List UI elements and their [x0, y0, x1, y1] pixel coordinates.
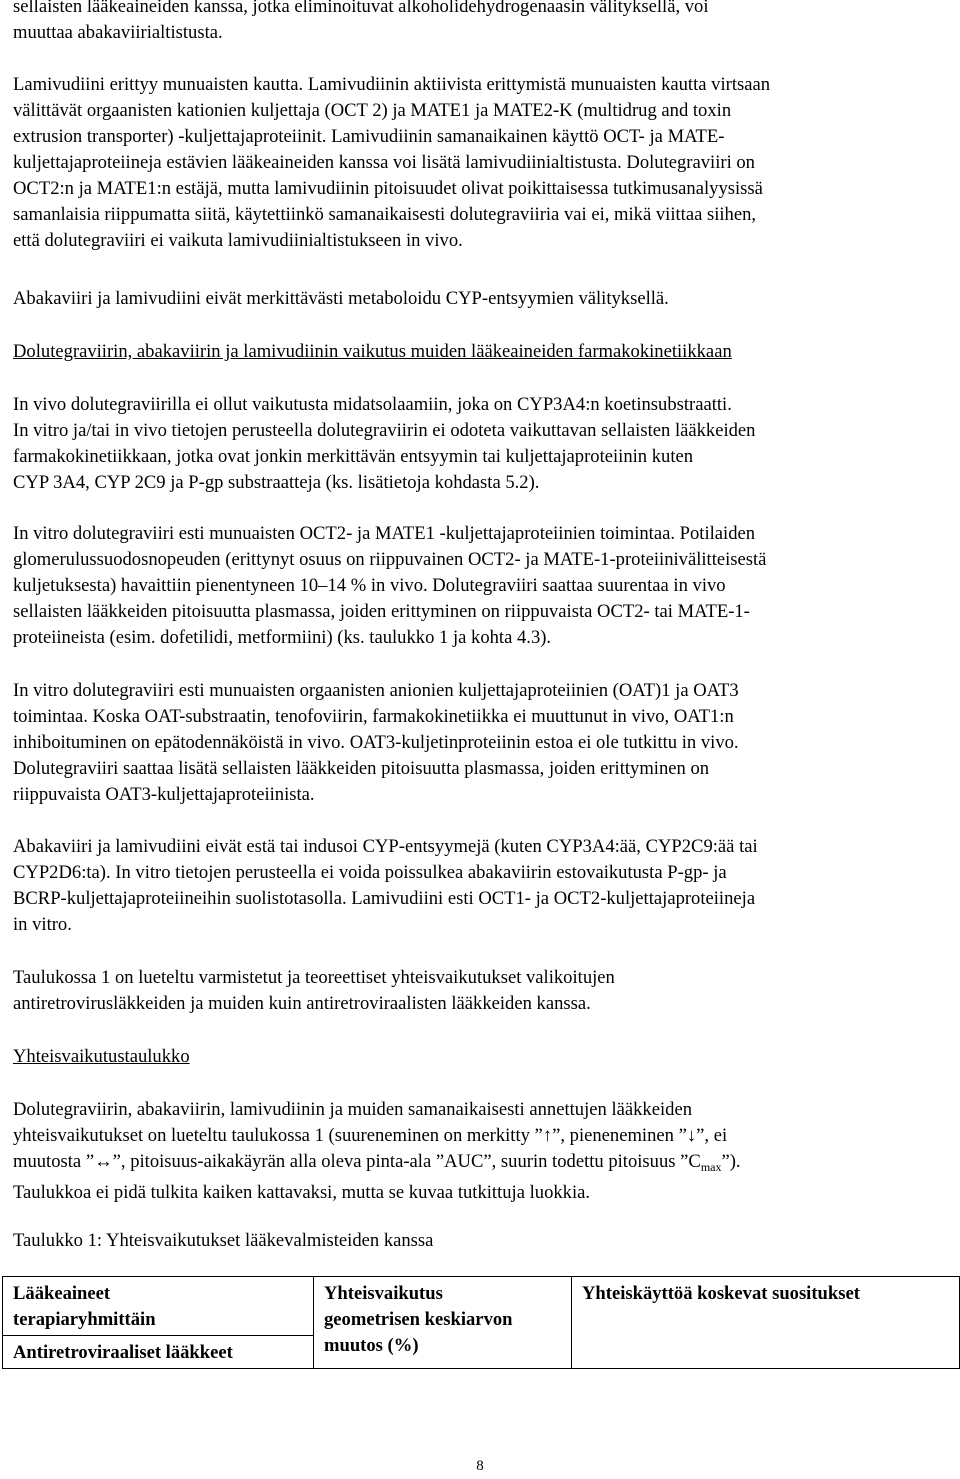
text-line: In vitro ja/tai in vivo tietojen perusteella dolutegraviirin ei odoteta vaikuttavan sellaisten lääkkeiden — [13, 420, 756, 441]
text-line: OCT2:n ja MATE1:n estäjä, mutta lamivudiinin pitoisuudet olivat poikittaisessa tutkimusanalyysissä — [13, 178, 763, 199]
text-line: sellaisten lääkkeiden pitoisuutta plasmassa, joiden erittyminen on riippuvaista OCT2- tai MATE-1- — [13, 601, 750, 622]
section-heading-table — [13, 1044, 922, 1070]
text-line: Abakaviiri ja lamivudiini eivät estä tai indusoi CYP-entsyymejä (kuten CYP3A4:ää, CYP2C9:ää tai — [13, 836, 758, 857]
text-line: Dolutegraviirin, abakaviirin, lamivudiinin ja muiden samanaikaisesti annettujen lääkkeiden — [13, 1099, 692, 1120]
text-line: sellaisten lääkeaineiden kanssa, jotka eliminoituvat alkoholidehydrogenaasin välityksellä, voi — [13, 0, 709, 17]
paragraph-in-vivo-midazolam — [13, 392, 922, 496]
paragraph-alcohol-dehydrogenase — [13, 0, 922, 46]
paragraph-cyp-metabolism — [13, 286, 922, 312]
header-cell-recommendations — [572, 1277, 960, 1369]
text-line: kuljettajaproteiineja estävien lääkeaineiden kanssa voi lisätä lamivudiinialtistusta. Dolutegraviiri on — [13, 152, 755, 173]
text-line: In vitro dolutegraviiri esti munuaisten orgaanisten anionien kuljettajaproteiinien (OAT)1 ja OAT3 — [13, 680, 739, 701]
text-line: samanlaisia riippumatta siitä, käytettiinkö samanaikaisesti dolutegraviiria vai ei, mikä viittaa siihen, — [13, 204, 757, 225]
text-line: proteiineista (esim. dofetilidi, metformiini) (ks. taulukko 1 ja kohta 4.3). — [13, 627, 552, 648]
text-line: In vitro dolutegraviiri esti munuaisten OCT2- ja MATE1 -kuljettajaproteiinien toimintaa. Potilaiden — [13, 523, 756, 544]
text-line: In vivo dolutegraviirilla ei ollut vaikutusta midatsolaamiin, joka on CYP3A4:n koetinsubstraatti. — [13, 394, 732, 415]
text-line: CYP 3A4, CYP 2C9 ja P-gp substraatteja (ks. lisätietoja kohdasta 5.2). — [13, 472, 540, 493]
text-line: toimintaa. Koska OAT-substraatin, tenofoviirin, farmakokinetiikka ei muuttunut in vivo, OAT1:n — [13, 706, 734, 727]
section-cell-antiretrovirals — [3, 1336, 314, 1369]
text-line: riippuvaista OAT3-kuljettajaproteiinista. — [13, 784, 315, 805]
header-text: Lääkeaineet — [13, 1283, 111, 1304]
text-line: kuljetuksesta) havaittiin pienentyneen 10–14 % in vivo. Dolutegraviiri saattaa suurentaa in vivo — [13, 575, 726, 596]
text-line: Taulukkoa ei pidä tulkita kaiken kattavaksi, mutta se kuvaa tutkittuja luokkia. — [13, 1182, 591, 1203]
text-line: antiretrovirusläkkeiden ja muiden kuin antiretroviraalisten lääkkeiden kanssa. — [13, 993, 591, 1014]
section-heading-effects — [13, 339, 922, 365]
text-line: glomerulussuodosnopeuden (erittynyt osuus on riippuvainen OCT2- ja MATE-1-proteiinivälitteisestä — [13, 549, 767, 570]
section-heading: Dolutegraviirin, abakaviirin ja lamivudiinin vaikutus muiden lääkeaineiden farmakokinetiikkaan — [13, 341, 732, 362]
header-text: terapiaryhmittäin — [13, 1309, 156, 1330]
text-line: Taulukossa 1 on lueteltu varmistetut ja teoreettiset yhteisvaikutukset valikoitujen — [13, 967, 615, 988]
text-line: välittävät orgaanisten kationien kuljettaja (OCT 2) ja MATE1 ja MATE2-K (multidrug and toxin — [13, 100, 732, 121]
table-caption-text: Taulukko 1: Yhteisvaikutukset lääkevalmisteiden kanssa — [13, 1230, 434, 1251]
paragraph-table-intro — [13, 965, 922, 1017]
header-text: geometrisen keskiarvon — [324, 1309, 513, 1330]
text-line: Lamivudiini erittyy munuaisten kautta. Lamivudiinin aktiivista erittymistä munuaisten kautta virtsaan — [13, 74, 771, 95]
header-text: Yhteisvaikutus — [324, 1283, 443, 1304]
text-line: extrusion transporter) -kuljettajaproteiinit. Lamivudiinin samanaikainen käyttö OCT- ja MATE- — [13, 126, 725, 147]
paragraph-cyp-induction — [13, 834, 922, 938]
text-fragment: muutosta ”↔”, pitoisuus-aikakäyrän alla oleva pinta-ala ”AUC”, suurin todettu pitoisuus ”C — [13, 1151, 701, 1172]
paragraph-lamivudine-excretion — [13, 72, 922, 254]
text-line: Dolutegraviiri saattaa lisätä sellaisten lääkkeiden pitoisuutta plasmassa, joiden erittyminen on — [13, 758, 710, 779]
text-line: yhteisvaikutukset on lueteltu taulukossa 1 (suureneminen on merkitty ”↑”, pieneneminen ”↓”, ei — [13, 1125, 728, 1146]
section-row-text: Antiretroviraaliset lääkkeet — [13, 1342, 233, 1363]
text-line: in vitro. — [13, 914, 72, 935]
text-fragment: ”). — [721, 1151, 741, 1172]
header-cell-drugs — [3, 1277, 314, 1336]
text-line: BCRP-kuljettajaproteiineihin suolistotasolla. Lamivudiini esti OCT1- ja OCT2-kuljettajaproteiineja — [13, 888, 756, 909]
text-line: CYP2D6:ta). In vitro tietojen perusteella ei voida poissulkea abakaviirin estovaikutusta P-gp- ja — [13, 862, 727, 883]
paragraph-oct2-mate1 — [13, 521, 922, 651]
table-header-row — [3, 1277, 960, 1336]
header-cell-interaction — [314, 1277, 572, 1369]
text-line: muuttaa abakaviirialtistusta. — [13, 22, 223, 43]
text-line: että dolutegraviiri ei vaikuta lamivudiinialtistukseen in vivo. — [13, 230, 463, 251]
page-number: 8 — [476, 1458, 484, 1474]
table-caption — [13, 1228, 922, 1254]
section-heading: Yhteisvaikutustaulukko — [13, 1046, 190, 1067]
text-line — [13, 1149, 922, 1180]
header-text: Yhteiskäyttöä koskevat suositukset — [582, 1283, 860, 1304]
paragraph-oat — [13, 678, 922, 808]
interaction-table — [2, 1276, 960, 1369]
subscript-max: max — [700, 1160, 722, 1174]
text-line: Abakaviiri ja lamivudiini eivät merkittävästi metaboloidu CYP-entsyymien välityksellä. — [13, 288, 669, 309]
paragraph-symbols — [13, 1097, 922, 1206]
text-line: inhiboituminen on epätodennäköistä in vivo. OAT3-kuljetinproteiinin estoa ei ole tutkittu in vivo. — [13, 732, 739, 753]
header-text: muutos (%) — [324, 1335, 419, 1356]
text-line: farmakokinetiikkaan, jotka ovat jonkin merkittävän entsyymin tai kuljettajaproteiinin kuten — [13, 446, 694, 467]
